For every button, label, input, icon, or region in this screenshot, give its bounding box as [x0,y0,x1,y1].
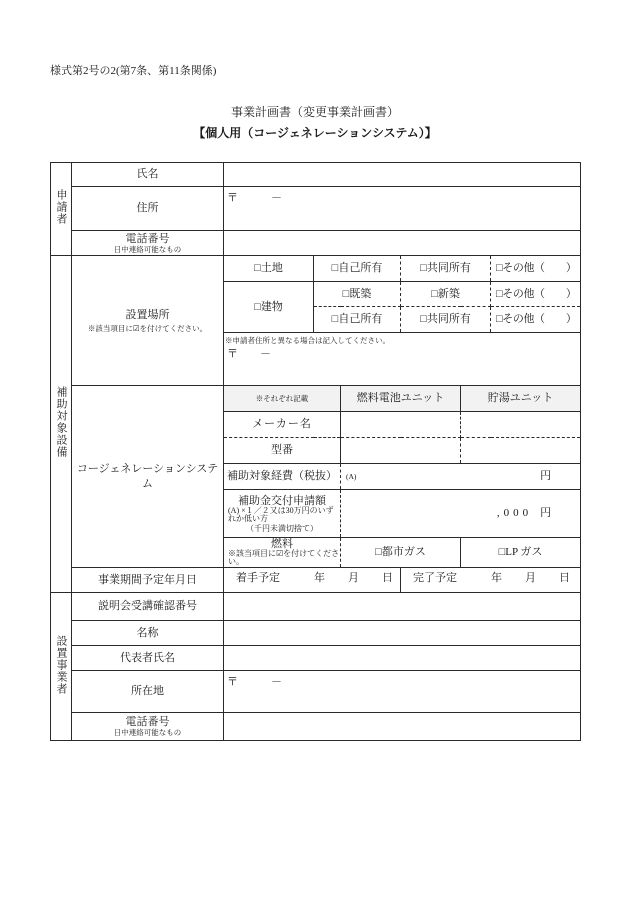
location-address-value [224,333,581,386]
building-other-checkbox: □その他（ ） [491,307,581,333]
cost-yen-unit: 円 [540,470,552,482]
cost-marker-a: (A) [346,472,357,481]
hot-water-model-value [461,438,581,464]
applicant-phone-note: 日中連絡可能なもの [113,244,182,254]
applicant-phone-value [224,231,581,256]
fuel-label-cell [224,538,341,568]
cogeneration-label: コージェネレーションシステム [72,386,224,568]
document-title: 事業計画書（変更事業計画書） [230,105,399,119]
installer-section-label: 設置事業者 [55,634,67,695]
applicant-section-label: 申請者 [55,189,67,225]
maker-label: メーカー名 [224,412,341,438]
building-new-checkbox: □新築 [401,282,491,307]
grant-request-label: 補助金交付申請額 [238,494,326,507]
installer-phone-label: 電話番号 [125,716,170,728]
cogeneration-header-note-cell [224,386,341,412]
building-shared-checkbox: □共同所有 [401,307,491,333]
start-day-unit: 日 [382,572,393,584]
end-date-field [401,568,581,593]
end-date-label: 完了予定 [413,572,457,584]
equipment-section [51,256,72,593]
installer-company-label: 名称 [72,621,224,646]
grant-amount-value [341,490,581,538]
fuel-city-gas-checkbox: □都市ガス [341,538,461,568]
installer-representative-value [224,646,581,671]
hot-water-unit-header: 貯湯ユニット [461,386,581,412]
location-label-cell [72,256,224,386]
applicant-phone-label-cell [72,231,224,256]
document-subtitle: 【個人用（コージェネレーションシステム）】 [193,126,437,140]
location-label: 設置場所 [125,308,170,321]
grant-request-label-cell [224,490,341,538]
applicant-address-value [224,187,581,231]
installer-postal-mark: 〒 － [227,676,282,688]
applicant-section [51,163,72,256]
fuel-note: ※該当項目に☑を付けてください。 [228,548,340,566]
eligible-cost-value [341,464,581,490]
building-existing-checkbox: □既築 [314,282,401,307]
applicant-postal-mark: 〒 － [227,192,282,204]
building-own-checkbox: □自己所有 [314,307,401,333]
applicant-name-label: 氏名 [72,163,224,187]
hot-water-maker-value [461,412,581,438]
seminar-number-value [224,593,581,621]
land-own-checkbox: □自己所有 [314,256,401,282]
location-land-checkbox: □土地 [224,256,314,282]
grant-yen-unit: 円 [540,507,552,519]
grant-calc-note: (A) ×１／２又は30万円のいずれか低い方 [228,505,334,523]
model-label: 型番 [224,438,341,464]
installer-address-label: 所在地 [72,671,224,713]
installer-phone-note: 日中連絡可能なもの [113,728,182,737]
applicant-phone-label: 電話番号 [125,232,170,245]
end-year-unit: 年 [491,572,502,584]
applicant-address-label: 住所 [72,187,224,231]
form-number: 様式第2号の2(第7条、第11条関係) [50,65,217,77]
eligible-cost-label: 補助対象経費（税抜） [224,464,341,490]
fuel-lp-gas-checkbox: □LP ガス [461,538,581,568]
location-building-checkbox: □建物 [224,282,314,333]
grant-rounding-note: （千円未満切捨て） [246,523,318,533]
start-month-unit: 月 [348,572,359,584]
fuel-cell-model-value [341,438,461,464]
equipment-section-label: 補助対象設備 [55,386,67,458]
building-type-other-checkbox: □その他（ ） [491,282,581,307]
installer-address-value [224,671,581,713]
start-date-label: 着手予定 [236,572,280,584]
cogeneration-header-note: ※それぞれ記載 [255,394,309,403]
land-other-checkbox: □その他（ ） [491,256,581,282]
installer-company-value [224,621,581,646]
fuel-cell-unit-header: 燃料電池ユニット [341,386,461,412]
start-year-unit: 年 [314,572,325,584]
seminar-number-label: 説明会受講確認番号 [72,593,224,621]
installer-phone-value [224,713,581,741]
business-plan-form-table [50,162,581,741]
end-day-unit: 日 [559,572,570,584]
start-date-field [224,568,401,593]
applicant-name-value [224,163,581,187]
fuel-cell-maker-value [341,412,461,438]
location-postal-mark: 〒 － [227,348,271,360]
land-shared-checkbox: □共同所有 [401,256,491,282]
end-month-unit: 月 [525,572,536,584]
location-note: ※該当項目に☑を付けてください。 [87,323,208,333]
installer-phone-label-cell [72,713,224,741]
installer-section [51,593,72,741]
grant-amount-suffix: ,000 [496,507,533,519]
fuel-label: 燃料 [271,537,293,550]
period-label: 事業期間予定年月日 [72,568,224,593]
location-address-note: ※申請者住所と異なる場合は記入してください。 [225,336,390,345]
installer-representative-label: 代表者氏名 [72,646,224,671]
